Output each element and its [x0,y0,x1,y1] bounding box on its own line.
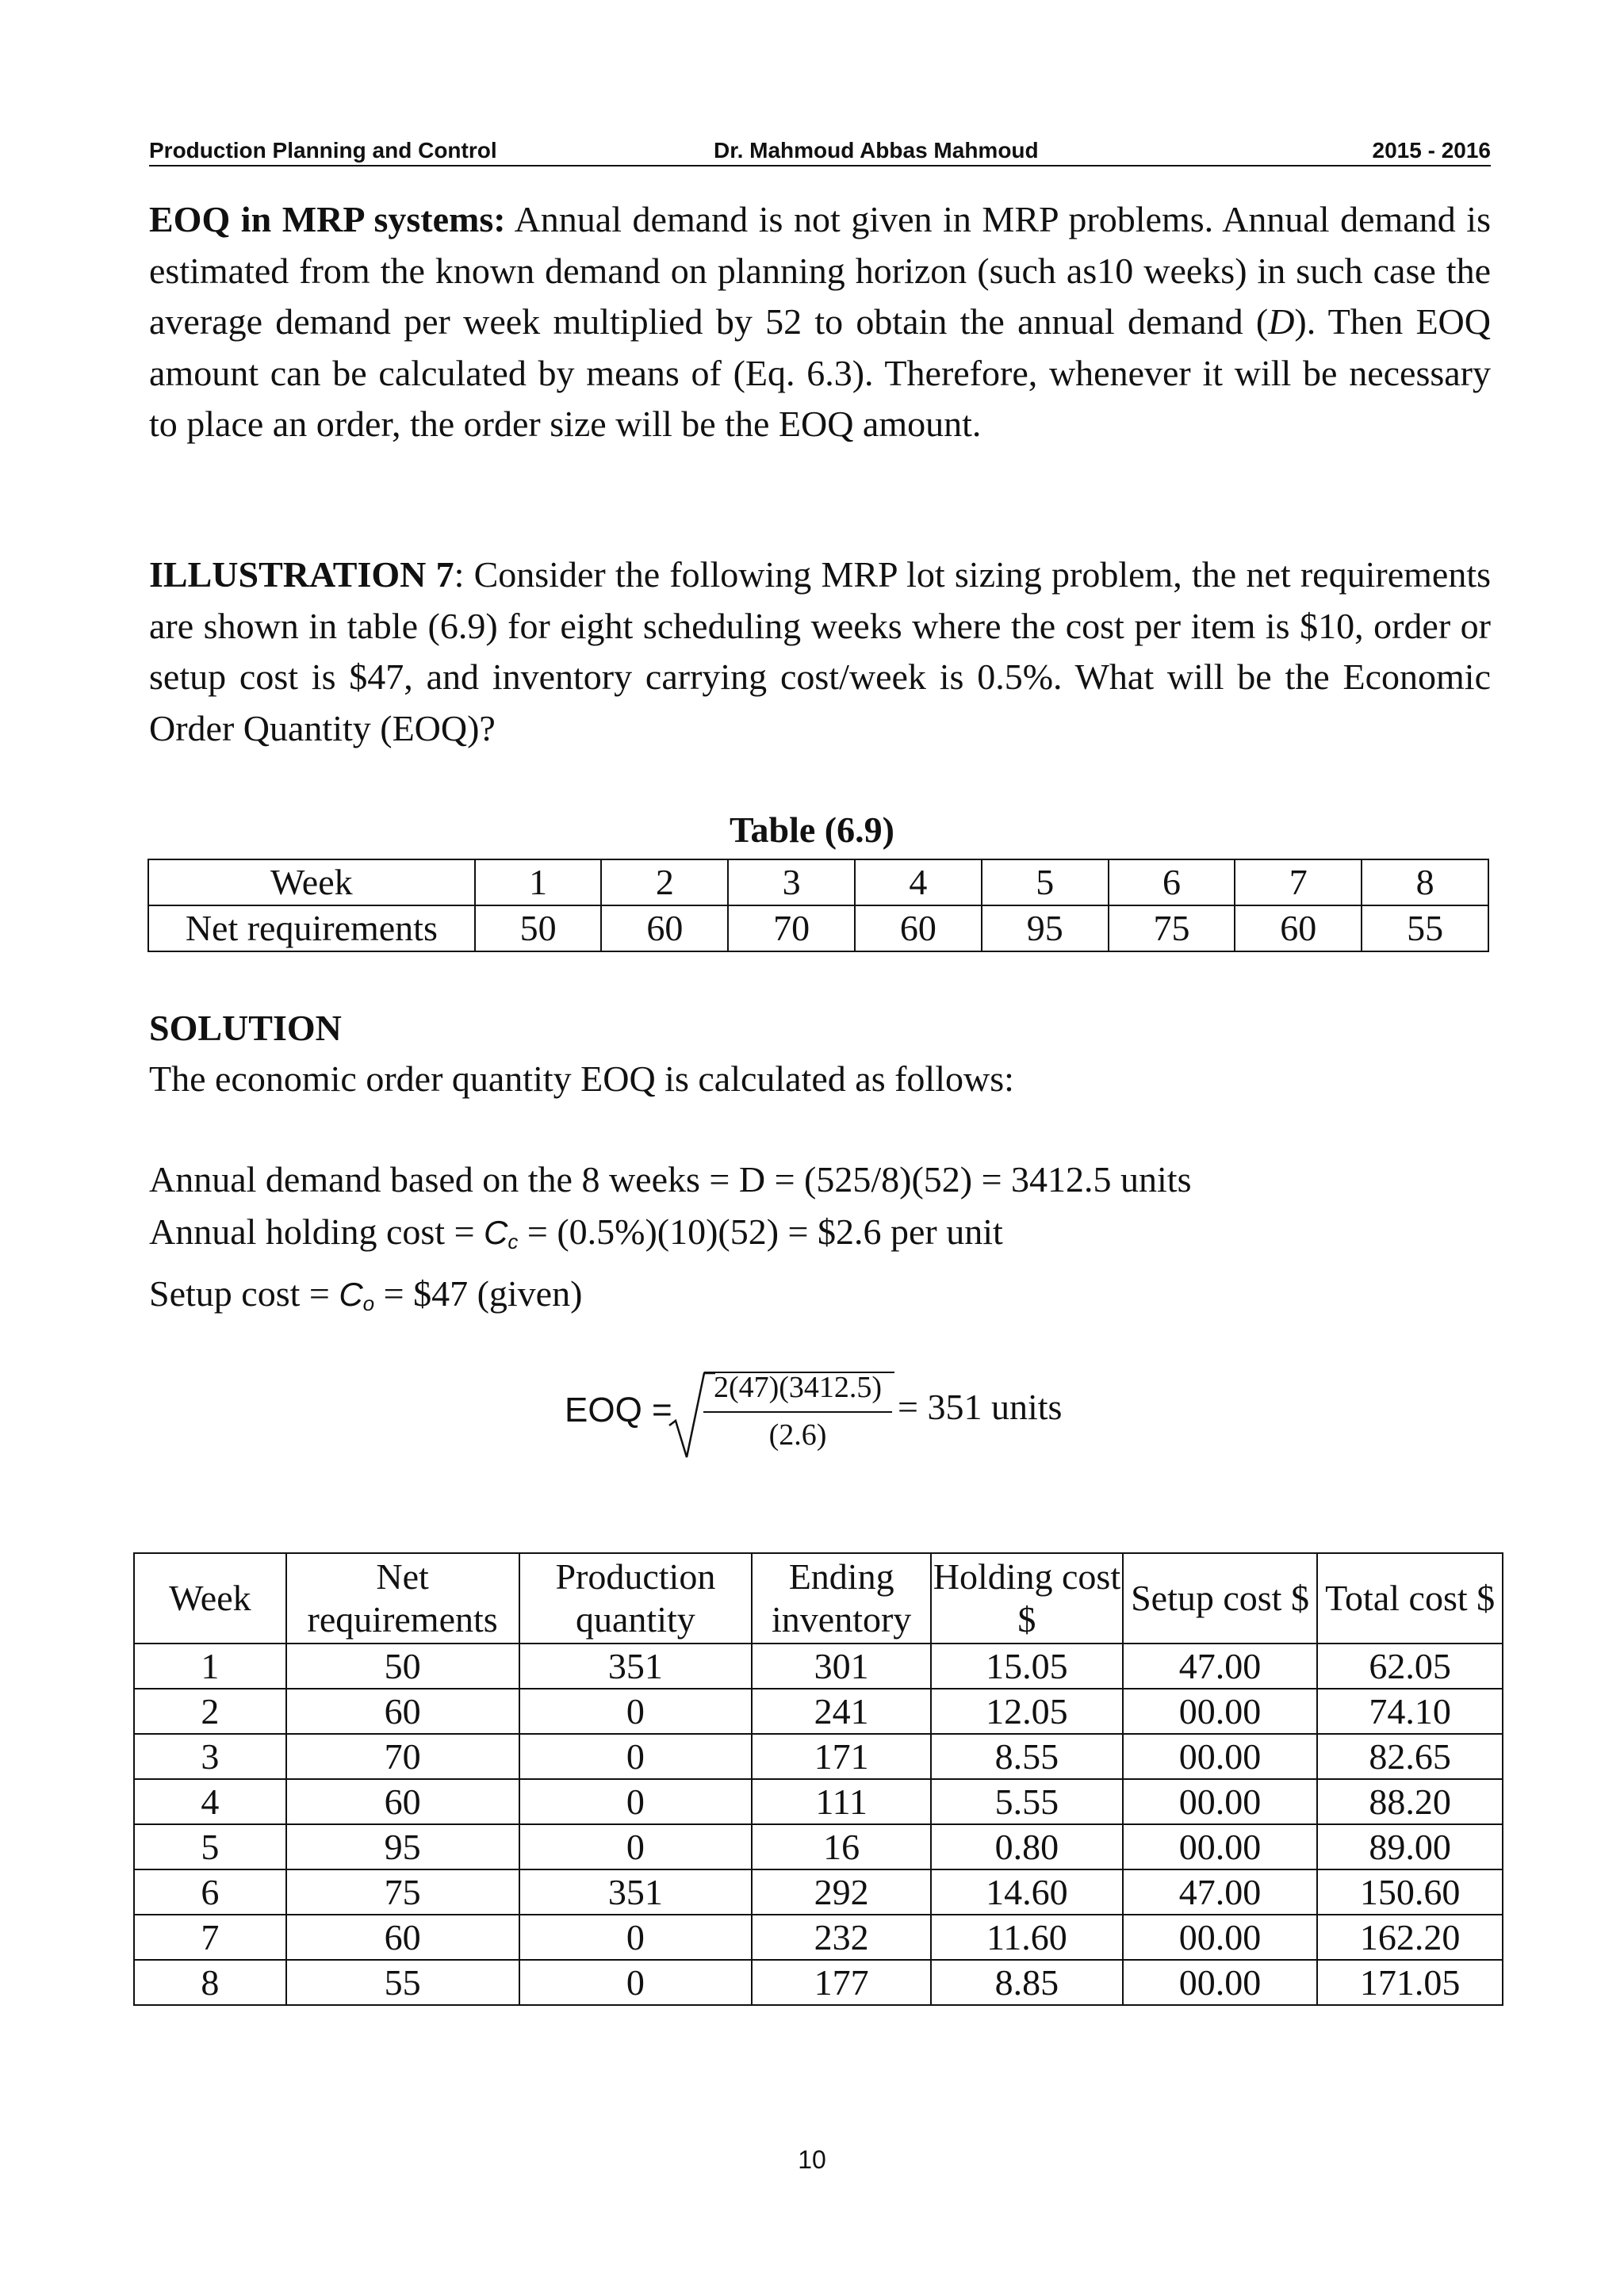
table-cell: 74.10 [1317,1689,1503,1734]
table-cell: 5.55 [931,1779,1123,1824]
table-cell: 8.85 [931,1960,1123,2005]
table-row [134,1869,1503,1915]
table-cell: 241 [752,1689,931,1734]
header-year: 2015 - 2016 [1372,138,1491,163]
table-cell: 82.65 [1317,1734,1503,1779]
table-row [134,1644,1503,1689]
table-cell: 8 [134,1960,286,2005]
table-cell: 6 [134,1869,286,1915]
fraction-bar [703,1411,892,1413]
solution-heading: SOLUTION [149,1008,342,1048]
net-requirement-cell: 50 [475,905,602,951]
table-cell: 177 [752,1960,931,2005]
table-cell: 00.00 [1123,1824,1318,1869]
header-course-title: Production Planning and Control [149,138,497,163]
table-cell: 16 [752,1824,931,1869]
eoq-formula [565,1364,1120,1467]
col-header-production-quantity: Production quantity [519,1553,753,1644]
table-cell: 00.00 [1123,1734,1318,1779]
solution-intro: The economic order quantity EOQ is calculated as follows: [149,1058,1014,1099]
table-cell: 301 [752,1644,931,1689]
net-requirement-cell: 70 [728,905,855,951]
table-cell: 0 [519,1689,753,1734]
table-row [134,1779,1503,1824]
table-cell: 47.00 [1123,1869,1318,1915]
col-header-net-requirements: Net requirements [286,1553,519,1644]
illustration-heading: ILLUSTRATION 7 [149,554,454,595]
holding-cost-line: Annual holding cost = Cc = (0.5%)(10)(52) = $2.6 per unit [149,1211,1003,1253]
page-number: 10 [798,2145,826,2174]
table-cell: 4 [134,1779,286,1824]
table-cell: 3 [134,1734,286,1779]
eoq-mrp-text-1: Annual demand is not given in MRP problems. Annual demand is estimated from the known demand on planning horizon (such as10 weeks) in such case the average demand per week multiplied by 52 to obtain the annual demand ( [149,199,1491,342]
table-cell: 60 [286,1915,519,1960]
demand-variable: D [1268,301,1295,342]
net-requirement-cell: 60 [601,905,728,951]
table-cell: 0 [519,1734,753,1779]
table-cell: 60 [286,1779,519,1824]
week-cell: 4 [855,859,982,905]
table-cell: 111 [752,1779,931,1824]
net-requirement-cell: 60 [1235,905,1362,951]
table-cell: 00.00 [1123,1960,1318,2005]
annual-demand-line: Annual demand based on the 8 weeks = D = (525/8)(52) = 3412.5 units [149,1159,1192,1200]
table-cell: 150.60 [1317,1869,1503,1915]
table-header-row [134,1553,1503,1644]
table-cell: 292 [752,1869,931,1915]
table-cell: 0 [519,1960,753,2005]
col-header-holding-cost: Holding cost $ [931,1553,1123,1644]
setup-cost-line: Setup cost = Co = $47 (given) [149,1273,583,1315]
table-row [134,1734,1503,1779]
week-cell: 7 [1235,859,1362,905]
table-cell: 8.55 [931,1734,1123,1779]
table-cell: 0 [519,1779,753,1824]
row-label-net-requirements: Net requirements [148,905,475,951]
table-cell: 88.20 [1317,1779,1503,1824]
col-header-total-cost: Total cost $ [1317,1553,1503,1644]
table-cell: 62.05 [1317,1644,1503,1689]
table-cell: 351 [519,1869,753,1915]
table-row [134,1960,1503,2005]
table-cell: 14.60 [931,1869,1123,1915]
co-symbol: Co [339,1276,375,1315]
week-cell: 3 [728,859,855,905]
week-cell: 1 [475,859,602,905]
table-cell: 00.00 [1123,1915,1318,1960]
table-row [148,905,1488,951]
table-cell: 11.60 [931,1915,1123,1960]
table-cell: 5 [134,1824,286,1869]
cc-symbol: Cc [484,1214,519,1253]
table-cell: 47.00 [1123,1644,1318,1689]
table-cell: 15.05 [931,1644,1123,1689]
week-cell: 5 [982,859,1109,905]
table-cell: 232 [752,1915,931,1960]
table-cell: 171.05 [1317,1960,1503,2005]
header-author: Dr. Mahmoud Abbas Mahmoud [714,138,1039,163]
net-requirement-cell: 55 [1362,905,1488,951]
table-cell: 351 [519,1644,753,1689]
eoq-cost-table [133,1552,1503,2006]
table-cell: 50 [286,1644,519,1689]
eoq-numerator: 2(47)(3412.5) [713,1371,883,1404]
net-requirements-table [147,859,1489,952]
col-header-setup-cost: Setup cost $ [1123,1553,1318,1644]
table-cell: 0 [519,1915,753,1960]
illustration-paragraph [149,549,1491,754]
net-requirement-cell: 95 [982,905,1109,951]
table-cell: 55 [286,1960,519,2005]
table-cell: 171 [752,1734,931,1779]
eoq-result: = 351 units [898,1387,1063,1427]
table-cell: 89.00 [1317,1824,1503,1869]
table-cell: 7 [134,1915,286,1960]
eoq-denominator: (2.6) [768,1418,827,1452]
row-label-week: Week [148,859,475,905]
eoq-mrp-paragraph [149,194,1491,450]
table-row [134,1689,1503,1734]
calculation-lines [149,1154,1191,1330]
table-cell: 60 [286,1689,519,1734]
table-cell: 95 [286,1824,519,1869]
table-cell: 70 [286,1734,519,1779]
illustration-text: : Consider the following MRP lot sizing problem, the net requirements are shown in table (6.9) for eight scheduling weeks where the cost per item is $10, order or setup cost is $47, and inventory carrying cost/week is 0.5%. What will be the Economic Order Quantity (EOQ)? [149,554,1491,748]
table-6-9-caption: Table (6.9) [730,809,894,850]
week-cell: 2 [601,859,728,905]
table-cell: 162.20 [1317,1915,1503,1960]
table-row [148,859,1488,905]
net-requirement-cell: 60 [855,905,982,951]
table-row [134,1824,1503,1869]
eoq-mrp-heading: EOQ in MRP systems: [149,199,506,239]
net-requirement-cell: 75 [1109,905,1235,951]
solution-section [149,1003,1014,1104]
col-header-ending-inventory: Ending inventory [752,1553,931,1644]
table-cell: 0.80 [931,1824,1123,1869]
table-cell: 00.00 [1123,1689,1318,1734]
week-cell: 8 [1362,859,1488,905]
table-row [134,1915,1503,1960]
table-cell: 0 [519,1824,753,1869]
table-cell: 00.00 [1123,1779,1318,1824]
table-cell: 12.05 [931,1689,1123,1734]
week-cell: 6 [1109,859,1235,905]
table-cell: 75 [286,1869,519,1915]
running-header [149,133,1491,166]
table-cell: 1 [134,1644,286,1689]
eoq-label: EOQ = [565,1391,672,1429]
col-header-week: Week [134,1553,286,1644]
eoq-mrp-text-2: ). Then EOQ amount can be calculated by means of (Eq. 6.3). Therefore, whenever it will be necessary to place an order, the order size will be the EOQ amount. [149,301,1491,444]
table-cell: 2 [134,1689,286,1734]
